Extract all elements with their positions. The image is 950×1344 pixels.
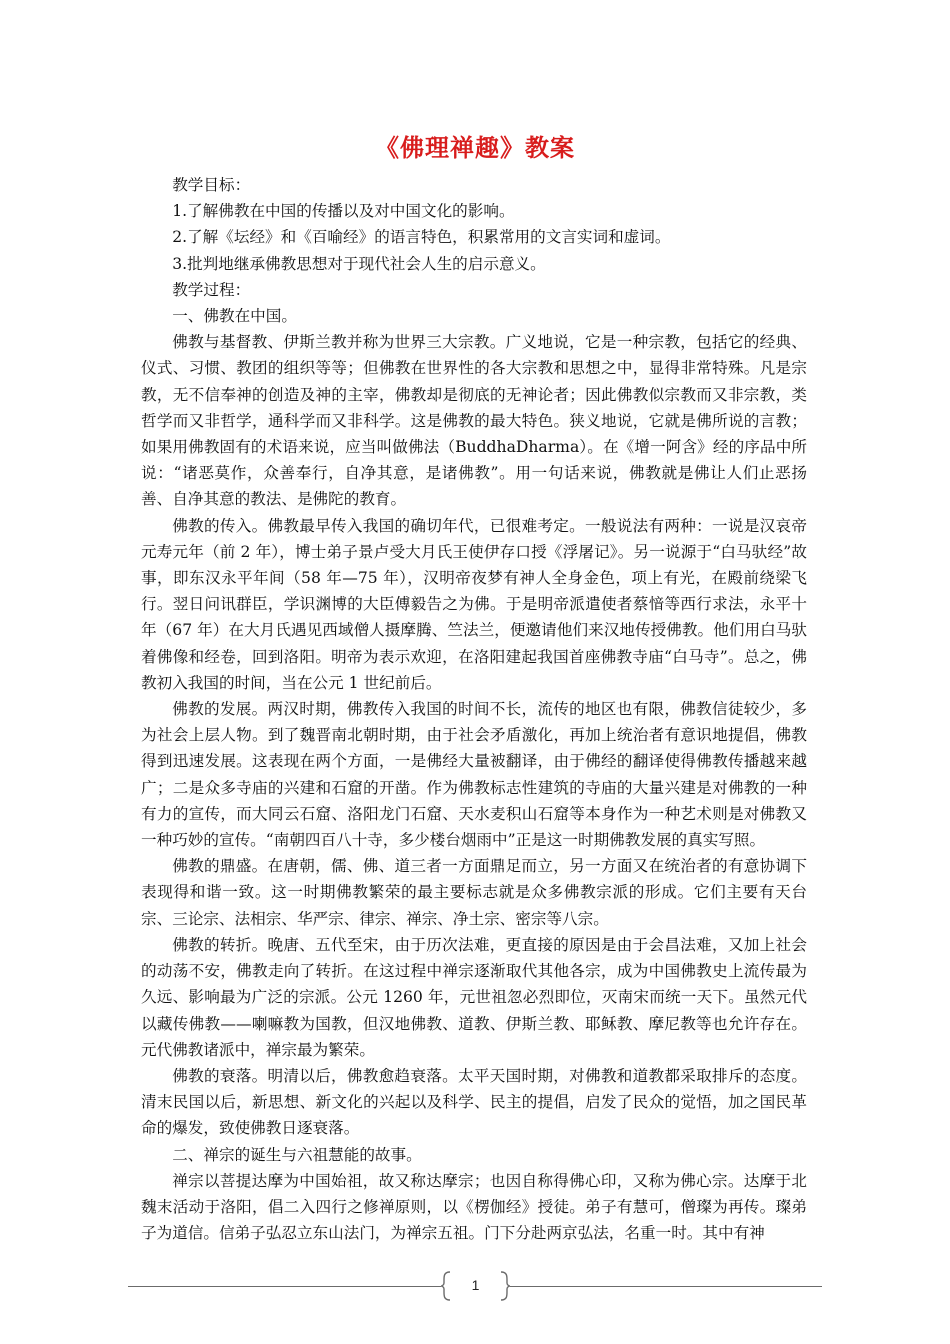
paragraph-peak: 佛教的鼎盛。在唐朝，儒、佛、道三者一方面鼎足而立，另一方面又在统治者的有意协调下表现得和谐一致。这一时期佛教繁荣的最主要标志就是众多佛教宗派的形成。它们主要有天台宗、三论宗、法相宗、华严宗、律宗、禅宗、净土宗、密宗等八宗。: [141, 857, 807, 928]
paragraph-introduction: 佛教的传入。佛教最早传入我国的确切年代，已很难考定。一般说法有两种：一说是汉哀帝元寿元年（前 2 年），博士弟子景卢受大月氏王使伊存口授《浮屠记》。另一说源于“白马驮经”故事，即东汉永平年间（58 年—75 年），汉明帝夜梦有神人全身金色，项上有光，在殿前绕梁飞行。翌日问讯群臣，学识渊博的大臣傅毅告之为佛。于是明帝派遣使者蔡愔等西行求法，永平十年（67 年）在大月氏遇见西域僧人摄摩腾、竺法兰，便邀请他们来汉地传授佛教。他们用白马驮着佛像和经卷，回到洛阳。明帝为表示欢迎，在洛阳建起我国首座佛教寺庙“白马寺”。总之，佛教初入我国的时间，当在公元 1 世纪前后。: [141, 516, 807, 692]
paragraph-development: 佛教的发展。两汉时期，佛教传入我国的时间不长，流传的地区也有限，佛教信徒较少，多为社会上层人物。到了魏晋南北朝时期，由于社会矛盾激化，再加上统治者有意识地提倡，佛教得到迅速发展。这表现在两个方面，一是佛经大量被翻译，由于佛经的翻译使得佛教传播越来越广；二是众多寺庙的兴建和石窟的开凿。作为佛教标志性建筑的寺庙的大量兴建是对佛教的一种有力的宣传，而大同云石窟、洛阳龙门石窟、天水麦积山石窟等本身作为一种艺术则是对佛教又一种巧妙的宣传。“南朝四百八十寺，多少楼台烟雨中”正是这一时期佛教发展的真实写照。: [141, 700, 807, 850]
footer-rule-right: [510, 1286, 822, 1287]
paragraph-zen-origin: 禅宗以菩提达摩为中国始祖，故又称达摩宗；也因自称得佛心印，又称为佛心宗。达摩于北魏末活动于洛阳，倡二入四行之修禅原则，以《楞伽经》授徒。弟子有慧可，僧璨为再传。璨弟子为道信。信弟子弘忍立东山法门，为禅宗五祖。门下分赴两京弘法，名重一时。其中有神: [141, 1171, 807, 1243]
page-number-bracket: [441, 1270, 510, 1302]
paragraph-objectives-heading: 教学目标：: [172, 176, 251, 194]
paragraph-turning-point: 佛教的转折。晚唐、五代至宋，由于历次法难，更直接的原因是由于会昌法难，又加上社会的动荡不安，佛教走向了转折。在这过程中禅宗逐渐取代其他各宗，成为中国佛教史上流传最为久远、影响最为广泛的宗派。公元 1260 年，元世祖忽必烈即位，灭南宋而统一天下。虽然元代以藏传佛教——喇嘛教为国教，但汉地佛教、道教、伊斯兰教、耶稣教、摩尼教等也允许存在。元代佛教诸派中，禅宗最为繁荣。: [141, 935, 807, 1059]
footer-rule-left: [128, 1286, 441, 1287]
paragraph-objective-1: 1.了解佛教在中国的传播以及对中国文化的影响。: [172, 202, 515, 221]
paragraph-objective-3: 3.批判地继承佛教思想对于现代社会人生的启示意义。: [172, 254, 546, 273]
paragraph-buddhism-overview: 佛教与基督教、伊斯兰教并称为世界三大宗教。广义地说，它是一种宗教，包括它的经典、仪式、习惯、教团的组织等等；但佛教在世界性的各大宗教和思想之中，显得非常特殊。凡是宗教，无不信奉神的创造及神的主宰，佛教却是彻底的无神论者；因此佛教似宗教而又非宗教，类哲学而又非哲学，通科学而又非科学。这是佛教的最大特色。狭义地说，它就是佛所说的言教；如果用佛教固有的术语来说，应当叫做佛法（BuddhaDharma）。在《增一阿含》经的序品中所说：“诸恶莫作，众善奉行，自净其意，是诸佛教”。用一句话来说，佛教就是佛让人们止恶扬善、自净其意的教法、是佛陀的教育。: [141, 333, 807, 509]
document-body: [141, 172, 807, 1246]
paragraph-decline: 佛教的衰落。明清以后，佛教愈趋衰落。太平天国时期，对佛教和道教都采取排斥的态度。清末民国以后，新思想、新文化的兴起以及科学、民主的提倡，启发了民众的觉悟，加之国民革命的爆发，致使佛教日逐衰落。: [141, 1066, 807, 1138]
section-heading-2: 二、禅宗的诞生与六祖慧能的故事。: [172, 1145, 422, 1164]
page-number: 1: [471, 1277, 480, 1293]
section-heading-1: 一、佛教在中国。: [172, 307, 297, 326]
document-title: 《佛理禅趣》教案: [375, 134, 575, 162]
paragraph-objective-2: 2.了解《坛经》和《百喻经》的语言特色，积累常用的文言实词和虚词。: [172, 228, 671, 247]
paragraph-process-heading: 教学过程：: [172, 280, 251, 299]
